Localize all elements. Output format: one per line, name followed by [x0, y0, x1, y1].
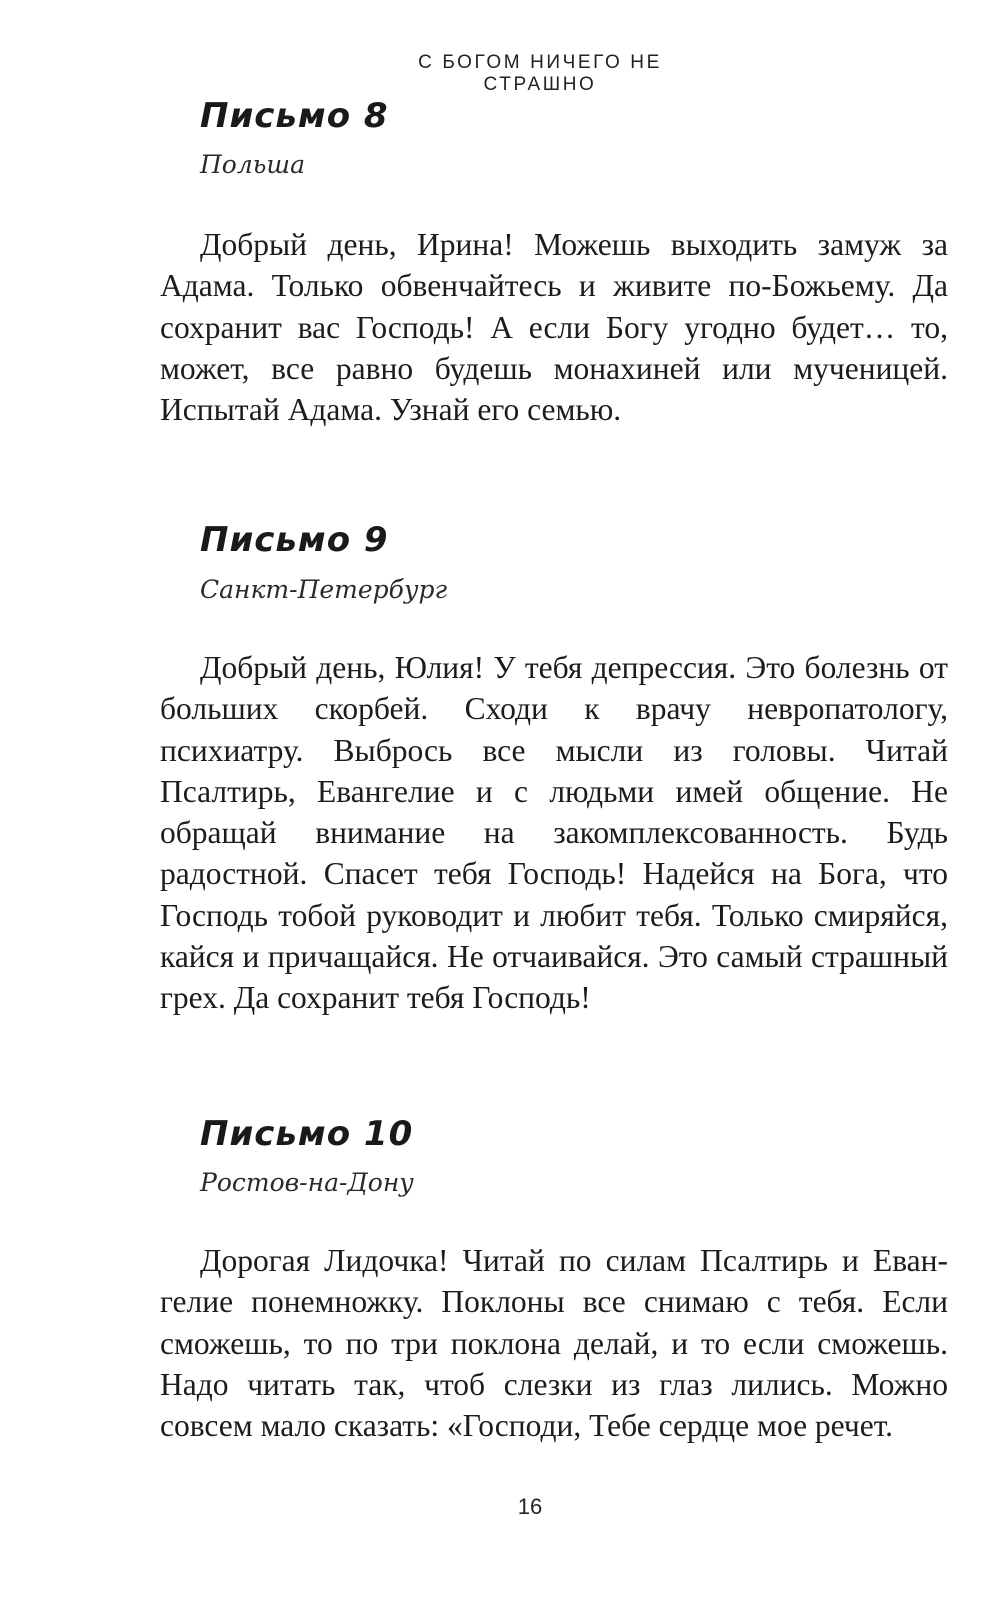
letter-10-text: Дорогая Лидочка! Читай по силам Псалтирь и Евангелие понемножку. Поклоны все снимаю с тебя. Если сможешь, то по три поклона делай, и то если сможешь. Надо читать так, чтоб слезки из глаз лились. Можно совсем мало сказать: «Господи, Тебе сердце мое речет. [160, 1243, 948, 1444]
letter-10-title: Письмо 10 [200, 1114, 414, 1154]
letter-9-text: Добрый день, Юлия! У тебя депрессия. Это болезнь от больших скорбей. Сходи к врачу невропатологу, психиатру. Выбрось все мысли из головы. Читай Псалтирь, Евангелие и с людьми имей общение. Не обращай внимание на закомплексованность. Будь радостной. Спасет тебя Господь! Надейся на Бога, что Господь тобой руководит и любит тебя. Только смиряйся, кайся и причащайся. Не отчаивайся. Это самый страшный грех. Да сохранит тебя Господь! [160, 650, 948, 1016]
letter-10-place: Ростов-на-Дону [200, 1168, 414, 1197]
running-header: С БОГОМ НИЧЕГО НЕ СТРАШНО [418, 52, 662, 95]
page-number: 16 [517, 1494, 543, 1519]
letter-9-title: Письмо 9 [200, 520, 389, 560]
letter-9-place: Санкт-Петербург [200, 575, 448, 604]
letter-8-place: Польша [200, 150, 305, 179]
letter-8-title: Письмо 8 [200, 96, 389, 136]
letter-8-text: Добрый день, Ирина! Можешь выходить замуж за Адама. Только обвенчайтесь и живите по-Божьему. Да сохранит вас Господь! А если Богу угодно будет… то, может, все равно будешь монахиней или мученицей. Испытай Адама. Узнай его семью. [160, 227, 948, 428]
